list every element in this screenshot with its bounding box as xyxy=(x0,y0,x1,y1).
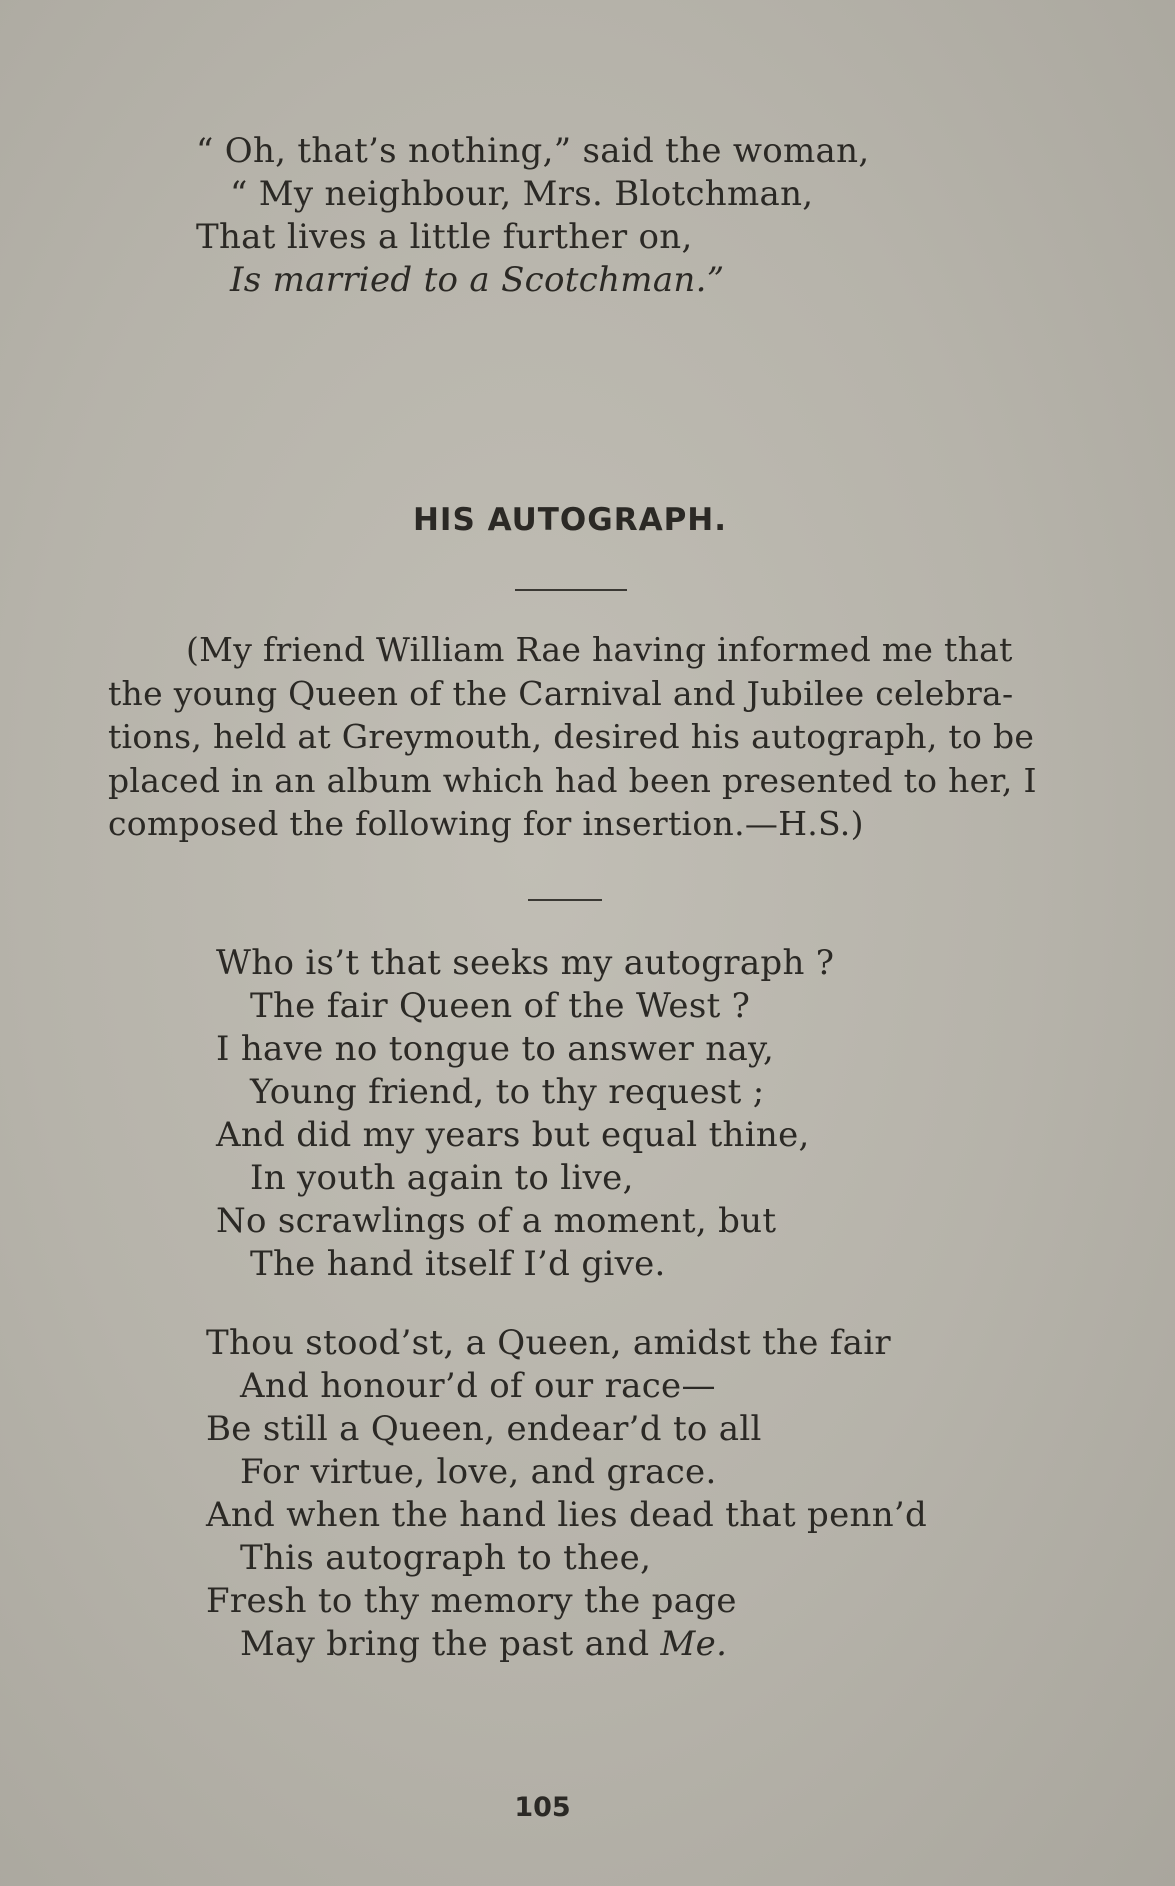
verse-line: And honour’d of our race— xyxy=(240,1366,716,1406)
verse-line: No scrawlings of a moment, but xyxy=(216,1201,777,1241)
verse-line: “ Oh, that’s nothing,” said the woman, xyxy=(196,131,870,171)
intro-line: placed in an album which had been presented to her, I xyxy=(108,760,1037,800)
verse-line: And did my years but equal thine, xyxy=(216,1115,810,1155)
intro-line: composed the following for insertion.—H.S.) xyxy=(108,804,864,843)
verse-line: Fresh to thy memory the page xyxy=(206,1581,737,1621)
verse-line: The fair Queen of the West ? xyxy=(250,986,751,1026)
verse-line: For virtue, love, and grace. xyxy=(240,1452,717,1492)
intro-line: (My friend William Rae having informed me that xyxy=(186,630,1013,669)
intro-note xyxy=(108,628,1037,846)
final-line-text: May bring the past and xyxy=(240,1624,661,1664)
verse-line-final xyxy=(206,1623,927,1666)
opening-stanza xyxy=(196,130,869,302)
verse-line: In youth again to live, xyxy=(250,1158,634,1198)
verse-line: The hand itself I’d give. xyxy=(250,1244,666,1284)
intro-divider xyxy=(528,899,602,901)
verse-line: “ My neighbour, Mrs. Blotchman, xyxy=(230,174,814,214)
verse-line: I have no tongue to answer nay, xyxy=(216,1029,775,1069)
verse-line: This autograph to thee, xyxy=(240,1538,652,1578)
verse-line: Who is’t that seeks my autograph ? xyxy=(216,943,835,983)
title-divider xyxy=(515,589,627,591)
intro-line: tions, held at Greymouth, desired his autograph, to be xyxy=(108,717,1035,756)
poem-stanza-2 xyxy=(206,1322,927,1666)
poem-stanza-1 xyxy=(216,942,834,1286)
verse-line: Is married to a Scotchman.” xyxy=(230,260,725,300)
verse-line: That lives a little further on, xyxy=(196,217,693,257)
poem-title: HIS AUTOGRAPH. xyxy=(412,502,728,538)
verse-line: Be still a Queen, endear’d to all xyxy=(206,1409,762,1449)
intro-line: the young Queen of the Carnival and Jubilee celebra- xyxy=(108,673,1014,713)
final-line-emphasis: Me. xyxy=(660,1624,728,1664)
verse-line: And when the hand lies dead that penn’d xyxy=(206,1495,928,1535)
page-number: 105 xyxy=(514,1792,571,1823)
verse-line: Young friend, to thy request ; xyxy=(250,1072,765,1112)
verse-line: Thou stood’st, a Queen, amidst the fair xyxy=(206,1323,891,1363)
